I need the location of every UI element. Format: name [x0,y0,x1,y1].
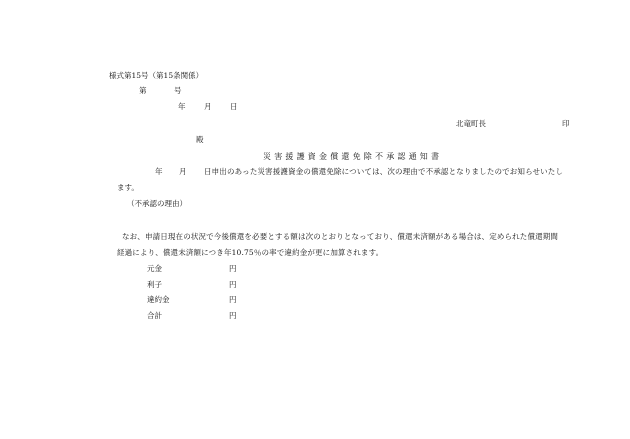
form-label: 様式第15号（第15条関係） [109,71,204,80]
date-year: 年 [178,102,186,111]
number-suffix: 号 [174,86,182,95]
document-title: 災害援護資金償還免除不承認通知書 [263,152,443,161]
intro-year: 年 [155,167,163,176]
amount-unit-interest: 円 [229,280,237,289]
date-day: 日 [230,102,238,111]
amount-unit-penalty: 円 [229,295,237,304]
number-prefix: 第 [139,86,147,95]
amount-unit-total: 円 [229,311,237,320]
amount-label-principal: 元金 [147,264,162,273]
intro-text: 日申出のあった災害援護資金の償還免除については、次の理由で不承認となりましたのでお知らせいたし [204,167,564,176]
reason-label: （不承認の理由） [127,199,187,208]
issuer-seal: 印 [562,119,570,128]
note-line-1: なお、申請日現在の状況で今後償還を必要とする額は次のとおりとなっており、償還未済額がある場合は、定められた償還期間 [122,232,559,241]
intro-month: 月 [179,167,187,176]
intro-text-continued: ます。 [117,183,139,192]
recipient-honorific: 殿 [196,135,204,144]
note-line-2: 経過により、償還未済額につき年10.75％の率で違約金が更に加算されます。 [117,248,384,257]
amount-label-penalty: 違約金 [147,295,170,304]
amount-label-total: 合計 [147,311,162,320]
issuer-title: 北竜町長 [456,119,486,128]
amount-label-interest: 利子 [147,280,162,289]
date-month: 月 [204,102,212,111]
amount-unit-principal: 円 [229,264,237,273]
